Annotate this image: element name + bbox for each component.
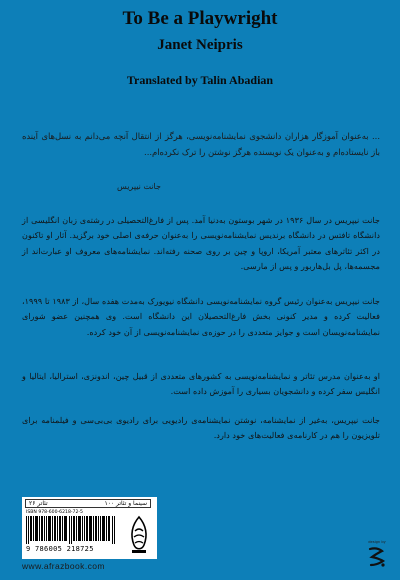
bio-paragraph-4: جانت نیپریس، به‌غیر از نمایشنامه، نوشتن نمایشنامه‌ی رادیویی برای رادیوی بی‌بی‌سی و فیلمنامه برای تلویزیون را هم در کارنامه‌ی فعالیت‌های خود دارد. [22,415,380,441]
barcode-panel [22,497,157,559]
series-label: سینما و تئاتر ۱۰۰ [104,500,147,507]
bio-paragraph-3: او به‌عنوان مدرس تئاتر و نمایشنامه‌نویسی به کشورهای متعددی از قبیل چین، اندونزی، استرالیا، ایتالیا و انگلیس سفر کرده و دانشجویان بسیاری را آموزش داده است. [22,371,380,397]
designer-label: design by [368,540,386,544]
afraz-logo-icon [126,515,152,555]
publisher-website: www.afrazbook.com [22,561,105,571]
book-title: To Be a Playwright [122,8,278,29]
designer-mark [364,540,390,573]
isbn-number: ISBN 978-600-6218-72-5 [26,510,83,515]
translator-credit: Translated by Talin Abadian [126,73,274,87]
barcode-bars [26,516,120,544]
barcode-digits: 9 786005 218725 [26,545,94,553]
designer-signature-icon [366,545,388,569]
author-quote: ... به‌عنوان آموزگار هزاران دانشجوی نمایشنامه‌نویسی، هرگز از انتقال آنچه می‌دانم به نسل‌های آینده باز نایستاده‌ام و به‌عنوان یک نویسنده هرگز نوشتن را ترک نکرده‌ام... [22,131,380,157]
author-name: Janet Neipris [157,37,243,53]
series-price-row [25,499,151,508]
bio-paragraph-1: جانت نیپریس در سال ۱۹۳۶ در شهر بوستون به‌دنیا آمد. پس از فارغ‌التحصیلی در رشته‌ی زبان انگلیسی از دانشگاه تافتس در دانشگاه برندیس نمایشنامه‌نویسی را به‌عنوان حرفه‌ی اصلی خود برگزید. آثار او تاکنون در اکثر تئاترهای معتبر آمریکا، اروپا و چین بر روی صحنه رفته‌اند. نمایشنامه‌های معروف او عبارت‌اند از مجسمه‌ها، پل بل‌هاربور و پس از مارسی. [22,215,380,272]
quote-attribution: جانت نیپریس [117,182,161,191]
price-label: تئاتر ۲۶ [29,500,48,507]
bio-paragraph-2: جانت نیپریس به‌عنوان رئیس گروه نمایشنامه‌نویسی دانشگاه نیویورک به‌مدت هفده سال، از ۱۹۸۳ تا ۱۹۹۹، فعالیت کرده و مدیر کنونی بخش فارغ‌التحصیلان این دانشگاه است. وی همچنین عضو شورای نمایشنامه‌نویسان است و جوایز متعددی را در حوزه‌ی نمایشنامه‌نویسی از آن خود کرده. [22,296,380,337]
